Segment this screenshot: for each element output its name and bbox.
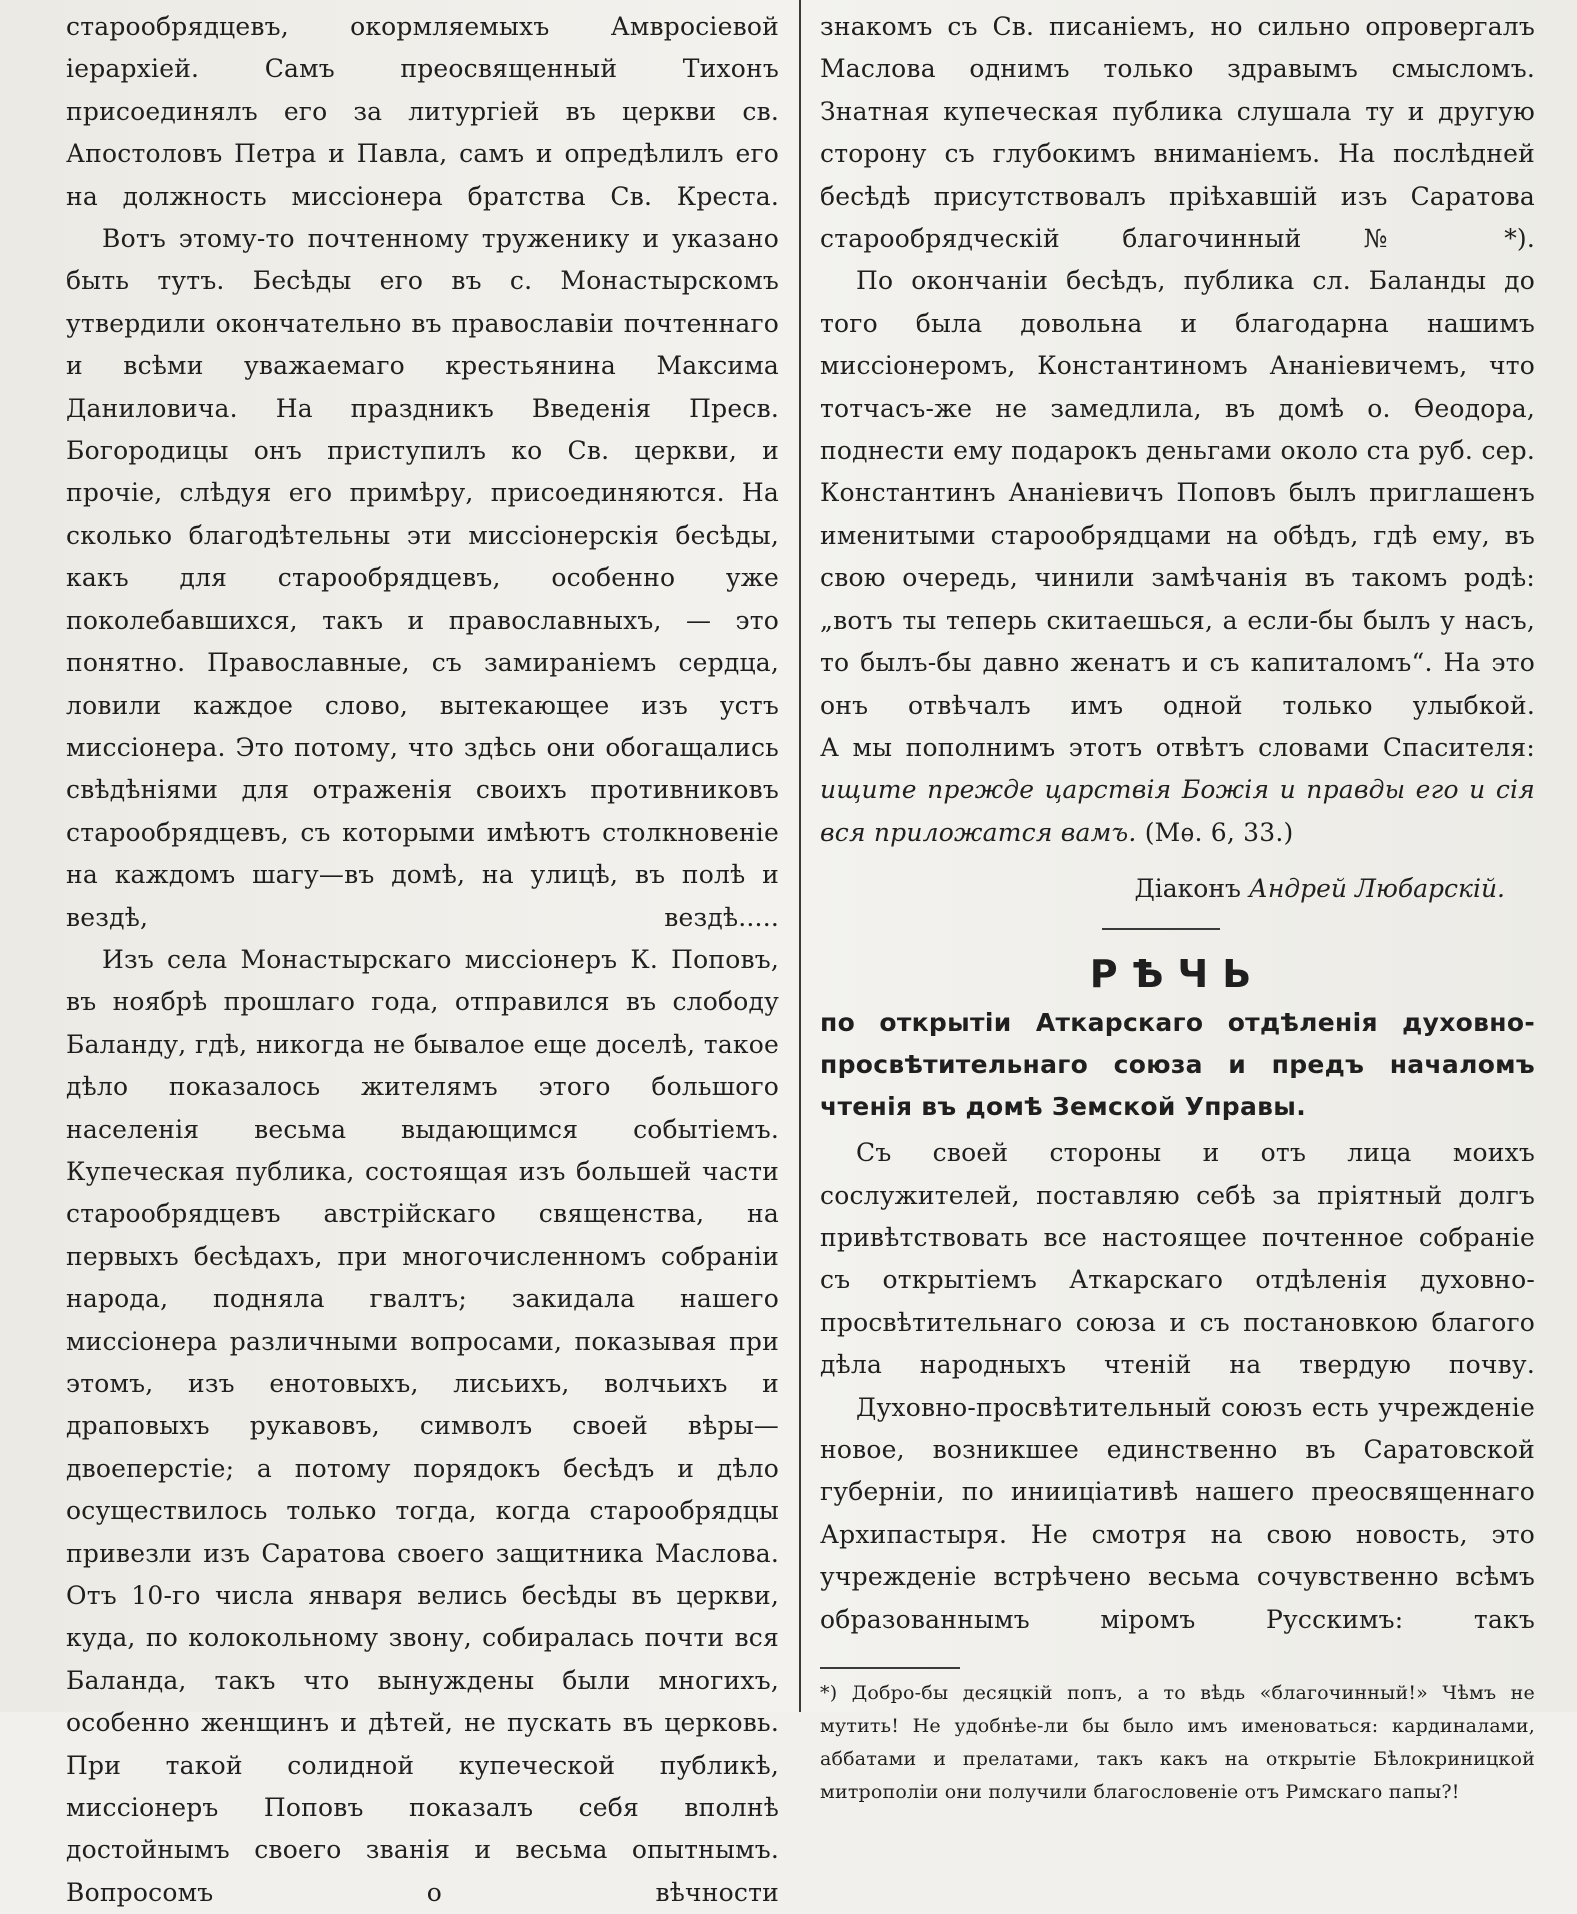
column-divider bbox=[799, 0, 801, 1712]
left-paragraph-3: Изъ села Монастырскаго миссіонеръ К. Поповъ, въ ноябрѣ прошлаго года, отправился въ слободу Баланду, гдѣ, никогда не бывалое еще доселѣ, такое дѣло показалось жителямъ этого большого населенія весьма выдающимся событіемъ. Купеческая публика, состоящая изъ большей части старообрядцевъ австрійскаго священства, на первыхъ бесѣдахъ, при многочисленномъ собраніи народа, подняла гвалтъ; закидала нашего миссіонера различными вопросами, показывая при этомъ, изъ енотовыхъ, лисьихъ, волчьихъ и драповыхъ рукавовъ, символъ своей вѣры—двоеперстіе; а потому порядокъ бесѣдъ и дѣло осуществилось только тогда, когда старообрядцы привезли изъ Саратова своего защитника Маслова. Отъ 10-го числа января велись бесѣды въ церкви, куда, по колокольному звону, собиралась почти вся Баланда, такъ что вынуждены были многихъ, особенно женщинъ и дѣтей, не пускать въ церковь. При такой солидной купеческой публикѣ, миссіонеръ Поповъ показалъ себя вполнѣ достойнымъ своего званія и весьма опытнымъ. Вопросомъ о вѣчности bbox=[66, 944, 779, 1907]
speech-subtitle: по открытіи Аткарскаго отдѣленія духовно-просвѣтительнаго союза и предъ началомъ чтенія въ домѣ Земской Управы. bbox=[820, 1008, 1535, 1122]
footnote: *) Добро-бы десяцкій попъ, а то вѣдь «благочинный!» Чѣмъ не мутить! Не удобнѣе-ли бы было имъ именоваться: кардиналами, аббатами и прелатами, такъ какъ на открытіе Бѣлокриницкой митрополіи они получили благословеніе отъ Римскаго папы?! bbox=[820, 1682, 1535, 1803]
footnote-rule bbox=[820, 1667, 960, 1669]
right-column bbox=[820, 0, 1535, 1803]
quote-reference: (Мѳ. 6, 33.) bbox=[1144, 817, 1294, 847]
signature bbox=[820, 868, 1535, 910]
signature-name: Андрей Любарскій. bbox=[1248, 874, 1505, 904]
speech-title: РѢЧЬ bbox=[1089, 952, 1266, 997]
left-column bbox=[66, 0, 779, 1907]
left-paragraph-2: Вотъ этому-то почтенному труженику и указано быть тутъ. Бесѣды его въ с. Монастырскомъ утвердили окончательно въ православіи почтеннаго и всѣми уважаемаго крестьянина Максима Даниловича. На праздникъ Введенія Пресв. Богородицы онъ приступилъ ко Св. церкви, и прочіе, слѣдуя его примѣру, присоединяются. На сколько благодѣтельны эти миссіонерскія бесѣды, какъ для старообрядцевъ, особенно уже поколебавшихся, такъ и православныхъ, — это понятно. Православные, съ замираніемъ сердца, ловили каждое слово, вытекающее изъ устъ миссіонера. Это потому, что здѣсь они обогащались свѣдѣніями для отраженія своихъ противниковъ старообрядцевъ, съ которыми имѣютъ столкновеніе на каждомъ шагу—въ домѣ, на улицѣ, въ полѣ и вездѣ, вездѣ..... bbox=[66, 224, 779, 932]
signature-title: Діаконъ bbox=[1134, 874, 1241, 904]
speech-paragraph-1: Съ своей стороны и отъ лица моихъ сослужителей, поставляю себѣ за пріятный долгъ привѣтствовать все настоящее почтенное собраніе съ открытіемъ Аткарскаго отдѣленія духовно-просвѣтительнаго союза и съ постановкою благого дѣла народныхъ чтеній на твердую почву. bbox=[820, 1138, 1535, 1380]
left-paragraph-1: старообрядцевъ, окормляемыхъ Амвросіевой іерархіей. Самъ преосвященный Тихонъ присоединялъ его за литургіей въ церкви св. Апостоловъ Петра и Павла, самъ и опредѣлилъ его на должность миссіонера братства Св. Креста. bbox=[66, 12, 779, 211]
quote-lead: А мы пополнимъ этотъ отвѣтъ словами Спасителя: bbox=[820, 732, 1535, 762]
right-paragraph-1: знакомъ съ Св. писаніемъ, но сильно опровергалъ Маслова однимъ только здравымъ смысломъ. Знатная купеческая публика слушала ту и другую сторону съ глубокимъ вниманіемъ. На послѣдней бесѣдѣ присутствовалъ пріѣхавшій изъ Саратова старообрядческій благочинный № *). bbox=[820, 12, 1535, 254]
right-paragraph-2: По окончаніи бесѣдъ, публика сл. Баланды до того была довольна и благодарна нашимъ миссіонеромъ, Константиномъ Ананіевичемъ, что тотчасъ-же не замедлила, въ домѣ о. Ѳеодора, поднести ему подарокъ деньгами около ста руб. сер. Константинъ Ананіевичъ Поповъ былъ приглашенъ именитыми старообрядцами на обѣдъ, гдѣ ему, въ свою очередь, чинили замѣчанія въ такомъ родѣ: „вотъ ты теперь скитаешься, а если-бы былъ у насъ, то былъ-бы давно женатъ и съ капиталомъ“. На это онъ отвѣчалъ имъ одной только улыбкой. bbox=[820, 266, 1535, 720]
signature-rule bbox=[1102, 928, 1220, 930]
speech-paragraph-2: Духовно-просвѣтительный союзъ есть учрежденіе новое, возникшее единственно въ Саратовской губерніи, по инииціативѣ нашего преосвященнаго Архипастыря. Не смотря на свою новость, это учрежденіе встрѣчено весьма сочувственно всѣмъ образованнымъ міромъ Русскимъ: такъ bbox=[820, 1392, 1535, 1634]
quote-italic-text: ищите прежде царствія Божія и правды его и сія вся приложатся вамъ. bbox=[820, 775, 1535, 847]
gospel-quote bbox=[820, 727, 1535, 854]
